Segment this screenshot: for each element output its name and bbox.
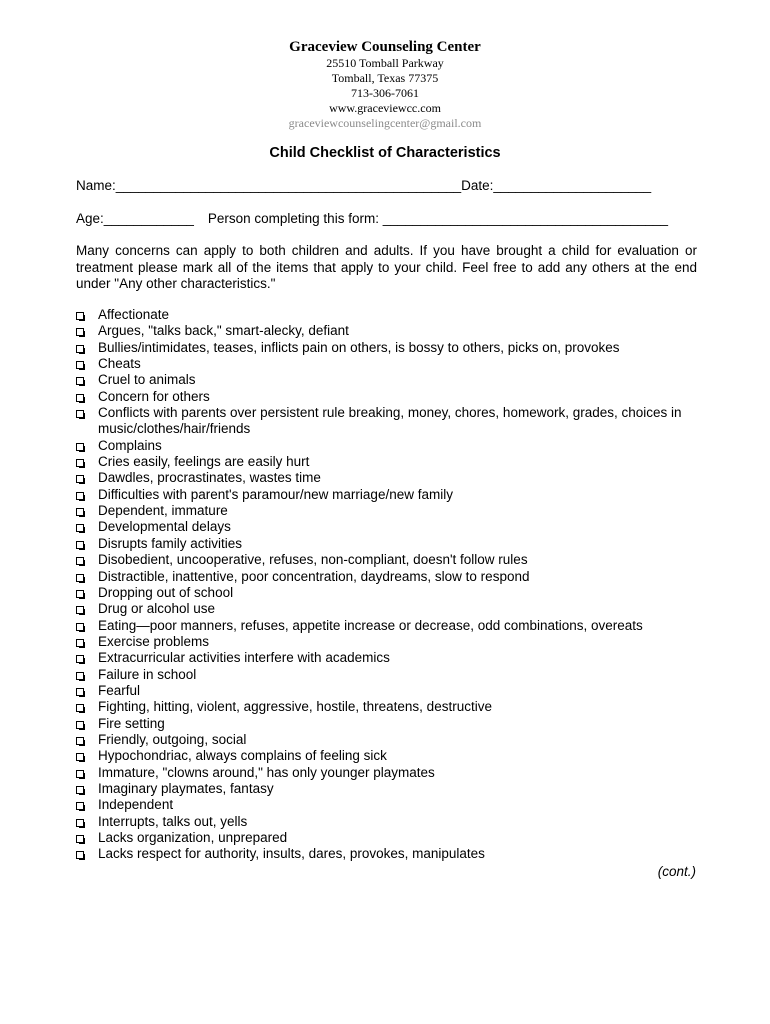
checklist-item-label: Eating—poor manners, refuses, appetite increase or decrease, odd combinations, overeats bbox=[98, 617, 643, 633]
address-city: Tomball, Texas 77375 bbox=[331, 71, 439, 85]
checklist-item-label: Dependent, immature bbox=[98, 503, 228, 519]
checklist-item-label: Affectionate bbox=[98, 307, 170, 322]
checklist-item-label: Difficulties with parent's paramour/new marriage/new family bbox=[98, 486, 453, 502]
checklist-item[interactable] bbox=[76, 372, 698, 388]
checklist-item[interactable] bbox=[76, 765, 698, 781]
checkbox-icon[interactable] bbox=[76, 541, 84, 549]
age-person-row bbox=[76, 210, 696, 228]
checklist-item-label: Disrupts family activities bbox=[98, 535, 243, 551]
checkbox-icon[interactable] bbox=[76, 508, 84, 516]
checkbox-icon[interactable] bbox=[76, 443, 84, 451]
organization-name: Graceview Counseling Center bbox=[289, 39, 481, 55]
checklist-item[interactable] bbox=[76, 781, 698, 797]
checklist-item[interactable] bbox=[76, 683, 698, 699]
checklist-item-label: Lacks organization, unprepared bbox=[98, 830, 288, 845]
checklist-item-label: Distractible, inattentive, poor concentration, daydreams, slow to respond bbox=[98, 568, 530, 584]
checklist-item-label: Cries easily, feelings are easily hurt bbox=[98, 454, 310, 470]
checkbox-icon[interactable] bbox=[76, 557, 84, 565]
checklist-item[interactable] bbox=[76, 405, 698, 438]
checklist-item[interactable] bbox=[76, 846, 698, 862]
checklist-item-label: Drug or alcohol use bbox=[98, 601, 216, 617]
checklist-item-label: Developmental delays bbox=[98, 519, 231, 535]
date-field[interactable]: Date:_____________________ bbox=[461, 178, 652, 193]
checkbox-icon[interactable] bbox=[76, 394, 84, 402]
checklist-item-label: Lacks respect for authority, insults, dares, provokes, manipulates bbox=[98, 846, 485, 862]
email-address: graceviewcounselingcenter@gmail.com bbox=[288, 116, 482, 130]
checklist-item[interactable] bbox=[76, 601, 698, 617]
checklist-item[interactable] bbox=[76, 323, 698, 339]
checkbox-icon[interactable] bbox=[76, 492, 84, 500]
checklist-item[interactable] bbox=[76, 748, 698, 764]
checkbox-icon[interactable] bbox=[76, 475, 84, 483]
checkbox-icon[interactable] bbox=[76, 672, 84, 680]
checklist-item-label: Dawdles, procrastinates, wastes time bbox=[98, 470, 321, 486]
document-title: Child Checklist of Characteristics bbox=[269, 145, 501, 161]
checklist-item-label: Cheats bbox=[98, 356, 141, 372]
checklist-item-label: Exercise problems bbox=[98, 633, 210, 649]
checklist-item-label: Imaginary playmates, fantasy bbox=[98, 780, 274, 796]
checklist-item[interactable] bbox=[76, 470, 698, 486]
checklist-item-label: Hypochondriac, always complains of feeling sick bbox=[98, 748, 387, 764]
checklist-item-label: Dropping out of school bbox=[98, 584, 234, 600]
checkbox-icon[interactable] bbox=[76, 590, 84, 598]
checklist-item-label: Independent bbox=[98, 797, 174, 813]
intro-paragraph: Many concerns can apply to both children and adults. If you have brought a child for evaluation or treatment please mark all of the items that apply to your child. Feel free to add any others at the end under "Any other characteristics." bbox=[76, 243, 697, 291]
age-field[interactable]: Age:____________ bbox=[76, 211, 194, 226]
checklist-item[interactable] bbox=[76, 650, 698, 666]
checklist-item-label: Bullies/intimidates, teases, inflicts pain on others, is bossy to others, picks on, provokes bbox=[98, 339, 620, 355]
checklist-item[interactable] bbox=[76, 552, 698, 568]
checklist-item[interactable] bbox=[76, 356, 698, 372]
checklist-item-label: Cruel to animals bbox=[98, 372, 196, 388]
checklist-item-label: Interrupts, talks out, yells bbox=[98, 813, 248, 829]
name-date-row bbox=[76, 177, 696, 195]
checkbox-icon[interactable] bbox=[76, 704, 84, 712]
checkbox-icon[interactable] bbox=[76, 312, 84, 320]
checklist-item-label: Fighting, hitting, violent, aggressive, hostile, threatens, destructive bbox=[98, 699, 492, 715]
checklist-item-label: Argues, "talks back," smart-alecky, defiant bbox=[98, 323, 349, 339]
checklist-item[interactable] bbox=[76, 569, 698, 585]
checkbox-icon[interactable] bbox=[76, 361, 84, 369]
checklist-item[interactable] bbox=[76, 454, 698, 470]
continued-note: (cont.) bbox=[657, 864, 696, 879]
checklist-item-label: Friendly, outgoing, social bbox=[98, 731, 247, 747]
checklist-item[interactable] bbox=[76, 830, 698, 846]
checkbox-icon[interactable] bbox=[76, 655, 84, 663]
person-completing-field[interactable]: Person completing this form: ______________________________________ bbox=[207, 211, 669, 226]
checkbox-icon[interactable] bbox=[76, 524, 84, 532]
checklist-item[interactable] bbox=[76, 487, 698, 503]
checklist-item-label: Complains bbox=[98, 437, 162, 453]
checkbox-icon[interactable] bbox=[76, 459, 84, 467]
checklist-item[interactable] bbox=[76, 814, 698, 830]
checklist-item[interactable] bbox=[76, 438, 698, 454]
checkbox-icon[interactable] bbox=[76, 328, 84, 336]
checklist-item[interactable] bbox=[76, 340, 698, 356]
checkbox-icon[interactable] bbox=[76, 770, 84, 778]
checklist-item-label: Fire setting bbox=[98, 715, 165, 731]
address-street: 25510 Tomball Parkway bbox=[326, 56, 444, 70]
checkbox-icon[interactable] bbox=[76, 639, 84, 647]
checklist-item[interactable] bbox=[76, 699, 698, 715]
checklist-item-label: Immature, "clowns around," has only younger playmates bbox=[98, 764, 435, 780]
checkbox-icon[interactable] bbox=[76, 721, 84, 729]
checklist-item[interactable] bbox=[76, 732, 698, 748]
name-field[interactable]: Name:______________________________________________ bbox=[76, 178, 462, 193]
checklist-item[interactable] bbox=[76, 389, 698, 405]
checklist-item[interactable] bbox=[76, 716, 698, 732]
checkbox-icon[interactable] bbox=[76, 835, 84, 843]
checklist-item[interactable] bbox=[76, 519, 698, 535]
checkbox-icon[interactable] bbox=[76, 345, 84, 353]
checklist-item[interactable] bbox=[76, 667, 698, 683]
checklist-item-label: Concern for others bbox=[98, 388, 210, 404]
checklist-item-label: Fearful bbox=[98, 682, 141, 698]
checkbox-icon[interactable] bbox=[76, 802, 84, 810]
letterhead bbox=[0, 38, 770, 131]
checklist-item[interactable] bbox=[76, 634, 698, 650]
checklist-item-label: Disobedient, uncooperative, refuses, non-compliant, doesn't follow rules bbox=[98, 552, 528, 568]
checklist-item-label: Extracurricular activities interfere with academics bbox=[98, 650, 390, 666]
checkbox-icon[interactable] bbox=[76, 786, 84, 794]
checklist-item[interactable] bbox=[76, 536, 698, 552]
checklist-item[interactable] bbox=[76, 797, 698, 813]
website: www.graceviewcc.com bbox=[329, 101, 441, 115]
checklist-item[interactable] bbox=[76, 503, 698, 519]
checklist-item[interactable] bbox=[76, 307, 698, 323]
checklist-item-label: Conflicts with parents over persistent rule breaking, money, chores, homework, grades, choices in music/clothes/hair/friends bbox=[98, 405, 682, 437]
characteristics-checklist bbox=[76, 307, 698, 863]
checkbox-icon[interactable] bbox=[76, 753, 84, 761]
checklist-item-label: Failure in school bbox=[98, 666, 197, 682]
checkbox-icon[interactable] bbox=[76, 606, 84, 614]
checklist-item[interactable] bbox=[76, 618, 698, 634]
checkbox-icon[interactable] bbox=[76, 688, 84, 696]
checkbox-icon[interactable] bbox=[76, 851, 84, 859]
phone-number: 713-306-7061 bbox=[351, 86, 419, 100]
checkbox-icon[interactable] bbox=[76, 623, 84, 631]
checklist-item[interactable] bbox=[76, 585, 698, 601]
checkbox-icon[interactable] bbox=[76, 377, 84, 385]
checkbox-icon[interactable] bbox=[76, 574, 84, 582]
checkbox-icon[interactable] bbox=[76, 737, 84, 745]
checkbox-icon[interactable] bbox=[76, 410, 84, 418]
checkbox-icon[interactable] bbox=[76, 819, 84, 827]
